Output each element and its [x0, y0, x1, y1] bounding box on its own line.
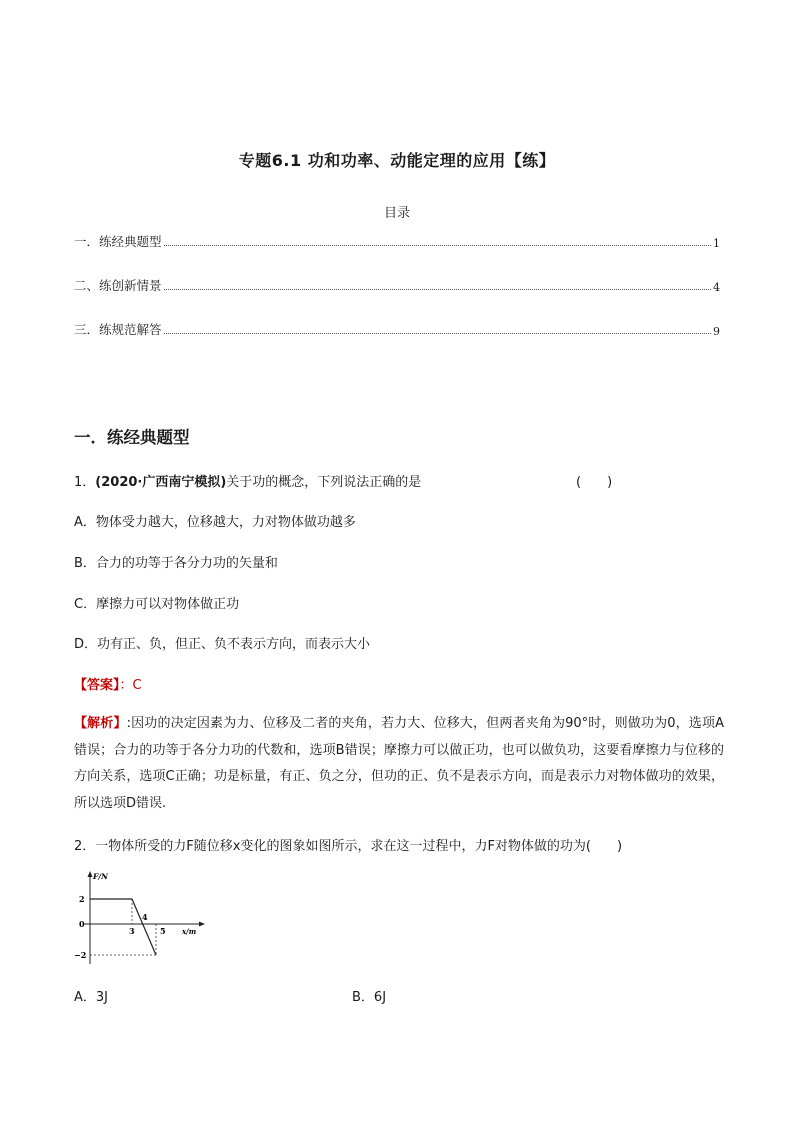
toc-leader-dots: [164, 244, 711, 246]
y-tick-label: 2: [79, 894, 85, 904]
y-axis-arrow: [88, 871, 93, 877]
option-a: A．物体受力越大，位移越大，力对物体做功越多: [74, 515, 356, 530]
x-tick-label: 4: [142, 912, 148, 922]
q2-option-a: A．3J: [74, 990, 108, 1005]
force-displacement-graph: [70, 868, 210, 970]
toc-entry-3[interactable]: [74, 320, 720, 338]
toc-leader-dots: [164, 288, 711, 290]
question-1-stem: [74, 471, 421, 490]
question-source: (2020·广西南宁模拟): [95, 475, 227, 490]
y-tick-label: 0: [79, 919, 85, 929]
question-text: 关于功的概念，下列说法正确的是: [226, 475, 422, 490]
analysis-paragraph: [74, 711, 724, 817]
option-d: D．功有正、负，但正、负不表示方向，而表示大小: [74, 637, 371, 652]
toc-entry-2[interactable]: [74, 276, 720, 294]
analysis-text: :因功的决定因素为力、位移及二者的夹角，若力大、位移大，但两者夹角为90°时，则做功为0，选项A错误；合力的功等于各分力功的代数和，选项B错误；摩擦力可以做正功，也可以做负功，这要看摩擦力与位移的方向关系，选项C正确；功是标量，有正、负之分，但功的正、负不是表示方向，而是表示力对物体做功的效果，所以选项D错误.: [74, 716, 724, 811]
x-axis-arrow: [199, 922, 205, 927]
toc-entry-label: 三．练规范解答: [74, 322, 162, 337]
toc-heading: 目录: [383, 206, 410, 221]
question-2-stem: 2．一物体所受的力F随位移x变化的图象如图所示，求在这一过程中，力F对物体做的功为( ): [74, 839, 623, 854]
option-c: C．摩擦力可以对物体做正功: [74, 597, 240, 612]
y-axis-label: F/N: [93, 872, 108, 881]
option-b: B．合力的功等于各分力功的矢量和: [74, 556, 278, 571]
answer-label: 【答案】: [74, 678, 120, 693]
x-tick-label: 3: [129, 926, 135, 936]
toc-leader-dots: [164, 332, 711, 334]
x-tick-label: 5: [160, 926, 166, 936]
toc-entry-label: 二、练创新情景: [74, 278, 162, 293]
toc-entry-page: 4: [713, 281, 720, 294]
answer-value: ：C: [119, 678, 142, 693]
analysis-label: 【解析】: [74, 716, 127, 731]
x-axis-label: x/m: [182, 927, 197, 936]
section-heading: 一．练经典题型: [74, 428, 190, 447]
toc-entry-page: 1: [713, 237, 720, 250]
q2-option-b: B．6J: [352, 990, 387, 1005]
toc-entry-label: 一．练经典题型: [74, 234, 162, 249]
toc-entry-page: 9: [713, 325, 720, 338]
answer-line: [74, 674, 142, 693]
toc-entry-1[interactable]: [74, 232, 720, 250]
question-number: 1．: [74, 475, 96, 490]
y-tick-label: −2: [74, 950, 87, 960]
answer-blank: ( ): [576, 475, 613, 490]
force-curve: [90, 899, 156, 955]
page-title: 专题6.1 功和功率、动能定理的应用【练】: [238, 151, 556, 170]
